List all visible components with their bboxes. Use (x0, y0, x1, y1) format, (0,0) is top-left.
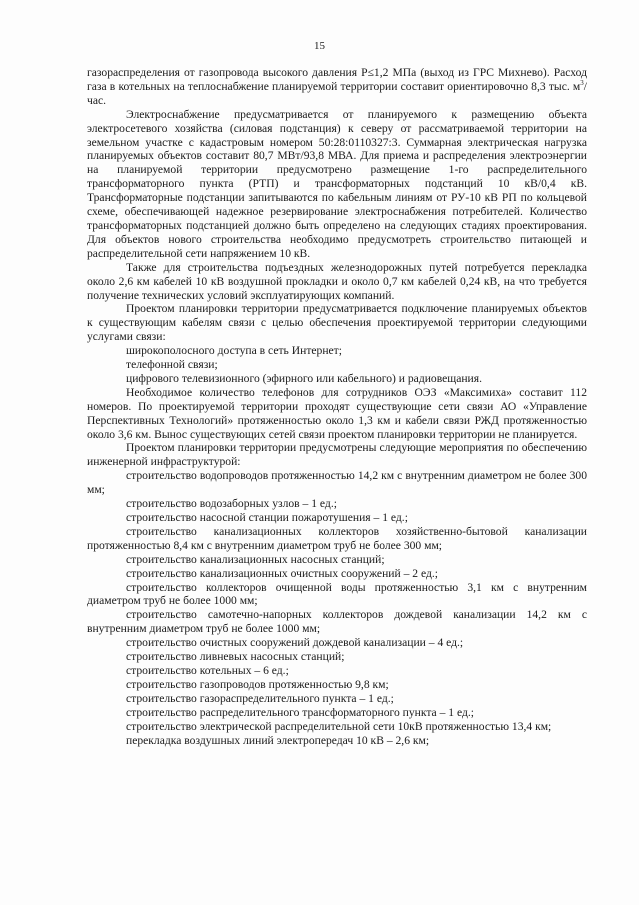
body-text (87, 66, 587, 747)
page-number: 15 (314, 40, 325, 52)
measure-item: перекладка воздушных линий электропередач 10 кВ – 2,6 км; (126, 733, 430, 747)
paragraph-rail-cables: Также для строительства подъездных железнодорожных путей потребуется перекладка около 2,6 км кабелей 10 кВ воздушной прокладки и около 0,7 км кабелей 0,24 кВ, на что требуется получение технических условий эксплуатирующих компаний. (87, 260, 587, 302)
measure-item: строительство водопроводов протяженностью 14,2 км с внутренним диаметром не более 300 мм; (87, 469, 587, 497)
measure-item: строительство насосной станции пожаротушения – 1 ед.; (126, 511, 408, 524)
paragraph-phones: Необходимое количество телефонов для сотрудников ОЭЗ «Максимиха» составит 112 номеров. По проектируемой территории проходят существующие сети связи АО «Управление Перспективных Технологий» протяженностью около 1,3 км и кабели связи РЖД протяженностью около 3,6 км. Вынос существующих сетей связи проектом планировки территории не планируется. (87, 385, 587, 441)
paragraph-communications-intro: Проектом планировки территории предусматривается подключение планируемых объектов к существующим кабелям связи с целью обеспечения проектируемой территории следующими услугами связи: (87, 302, 587, 344)
paragraph-gas-supply (87, 66, 587, 108)
measure-item: строительство распределительного трансформаторного пункта – 1 ед.; (126, 705, 474, 719)
communications-item: цифрового телевизионного (эфирного или кабельного) и радиовещания. (126, 371, 482, 385)
measure-item: строительство электрической распределительной сети 10кВ протяженностью 13,4 км; (126, 719, 552, 733)
measure-item: строительство газопроводов протяженностью 9,8 км; (126, 677, 389, 691)
measure-item: строительство канализационных очистных сооружений – 2 ед.; (126, 566, 438, 580)
measure-item: строительство газораспределительного пункта – 1 ед.; (126, 691, 394, 705)
measure-item: строительство котельных – 6 ед.; (126, 663, 289, 677)
gas-unit-superscript: 3 (580, 79, 584, 88)
measure-item: строительство очистных сооружений дождевой канализации – 4 ед.; (126, 636, 464, 650)
gas-unit-suffix: /час. (87, 79, 587, 107)
measure-item: строительство ливневых насосных станций; (126, 650, 345, 664)
communications-item: широкополосного доступа в сеть Интернет; (126, 344, 342, 358)
measure-item: строительство коллекторов очищенной воды протяженностью 3,1 км с внутренним диаметром труб не более 1000 мм; (87, 580, 587, 608)
paragraph-power-supply: Электроснабжение предусматривается от планируемого к размещению объекта электросетевого хозяйства (силовая подстанция) к северу от рассматриваемой территории на земельном участке с кадастровым номером 50:28:0110327:3. Суммарная электрическая нагрузка планируемых объектов составит 80,7 МВт/93,8 МВА. Для приема и распределения электроэнергии на планируемой территории предусмотрено размещение 1-го распределительного трансформаторного пункта (РТП) и трансформаторных подстанций 10 кВ/0,4 кВ. Трансформаторные подстанции запитываются по кабельным линиям от РУ-10 кВ РП по кольцевой схеме, обеспечивающей надежное резервирование электроснабжения потребителей. Количество трансформаторных подстанцией должно быть определено на следующих стадиях проектирования. Для объектов нового строительства необходимо предусмотреть строительство питающей и распределительной сети напряжением 10 кВ. (87, 107, 587, 260)
measure-item: строительство канализационных коллекторов хозяйственно-бытовой канализации протяженностью 8,4 км с внутренним диаметром труб не более 300 мм; (87, 524, 587, 552)
communications-item: телефонной связи; (126, 358, 218, 372)
gas-supply-text: газораспределения от газопровода высокого давления P≤1,2 МПа (выход из ГРС Михнево). Расход газа в котельных на теплоснабжение планируемой территории составит ориентировочно 8,3 тыс. м (87, 66, 587, 93)
measure-item: строительство самотечно-напорных коллекторов дождевой канализации 14,2 км с внутренним диаметром труб не более 1000 мм; (87, 608, 587, 636)
paragraph-measures-intro: Проектом планировки территории предусмотрены следующие мероприятия по обеспечению инженерной инфраструктурой: (87, 441, 587, 469)
measure-item: строительство канализационных насосных станций; (126, 552, 385, 566)
measure-item: строительство водозаборных узлов – 1 ед.; (126, 497, 337, 511)
